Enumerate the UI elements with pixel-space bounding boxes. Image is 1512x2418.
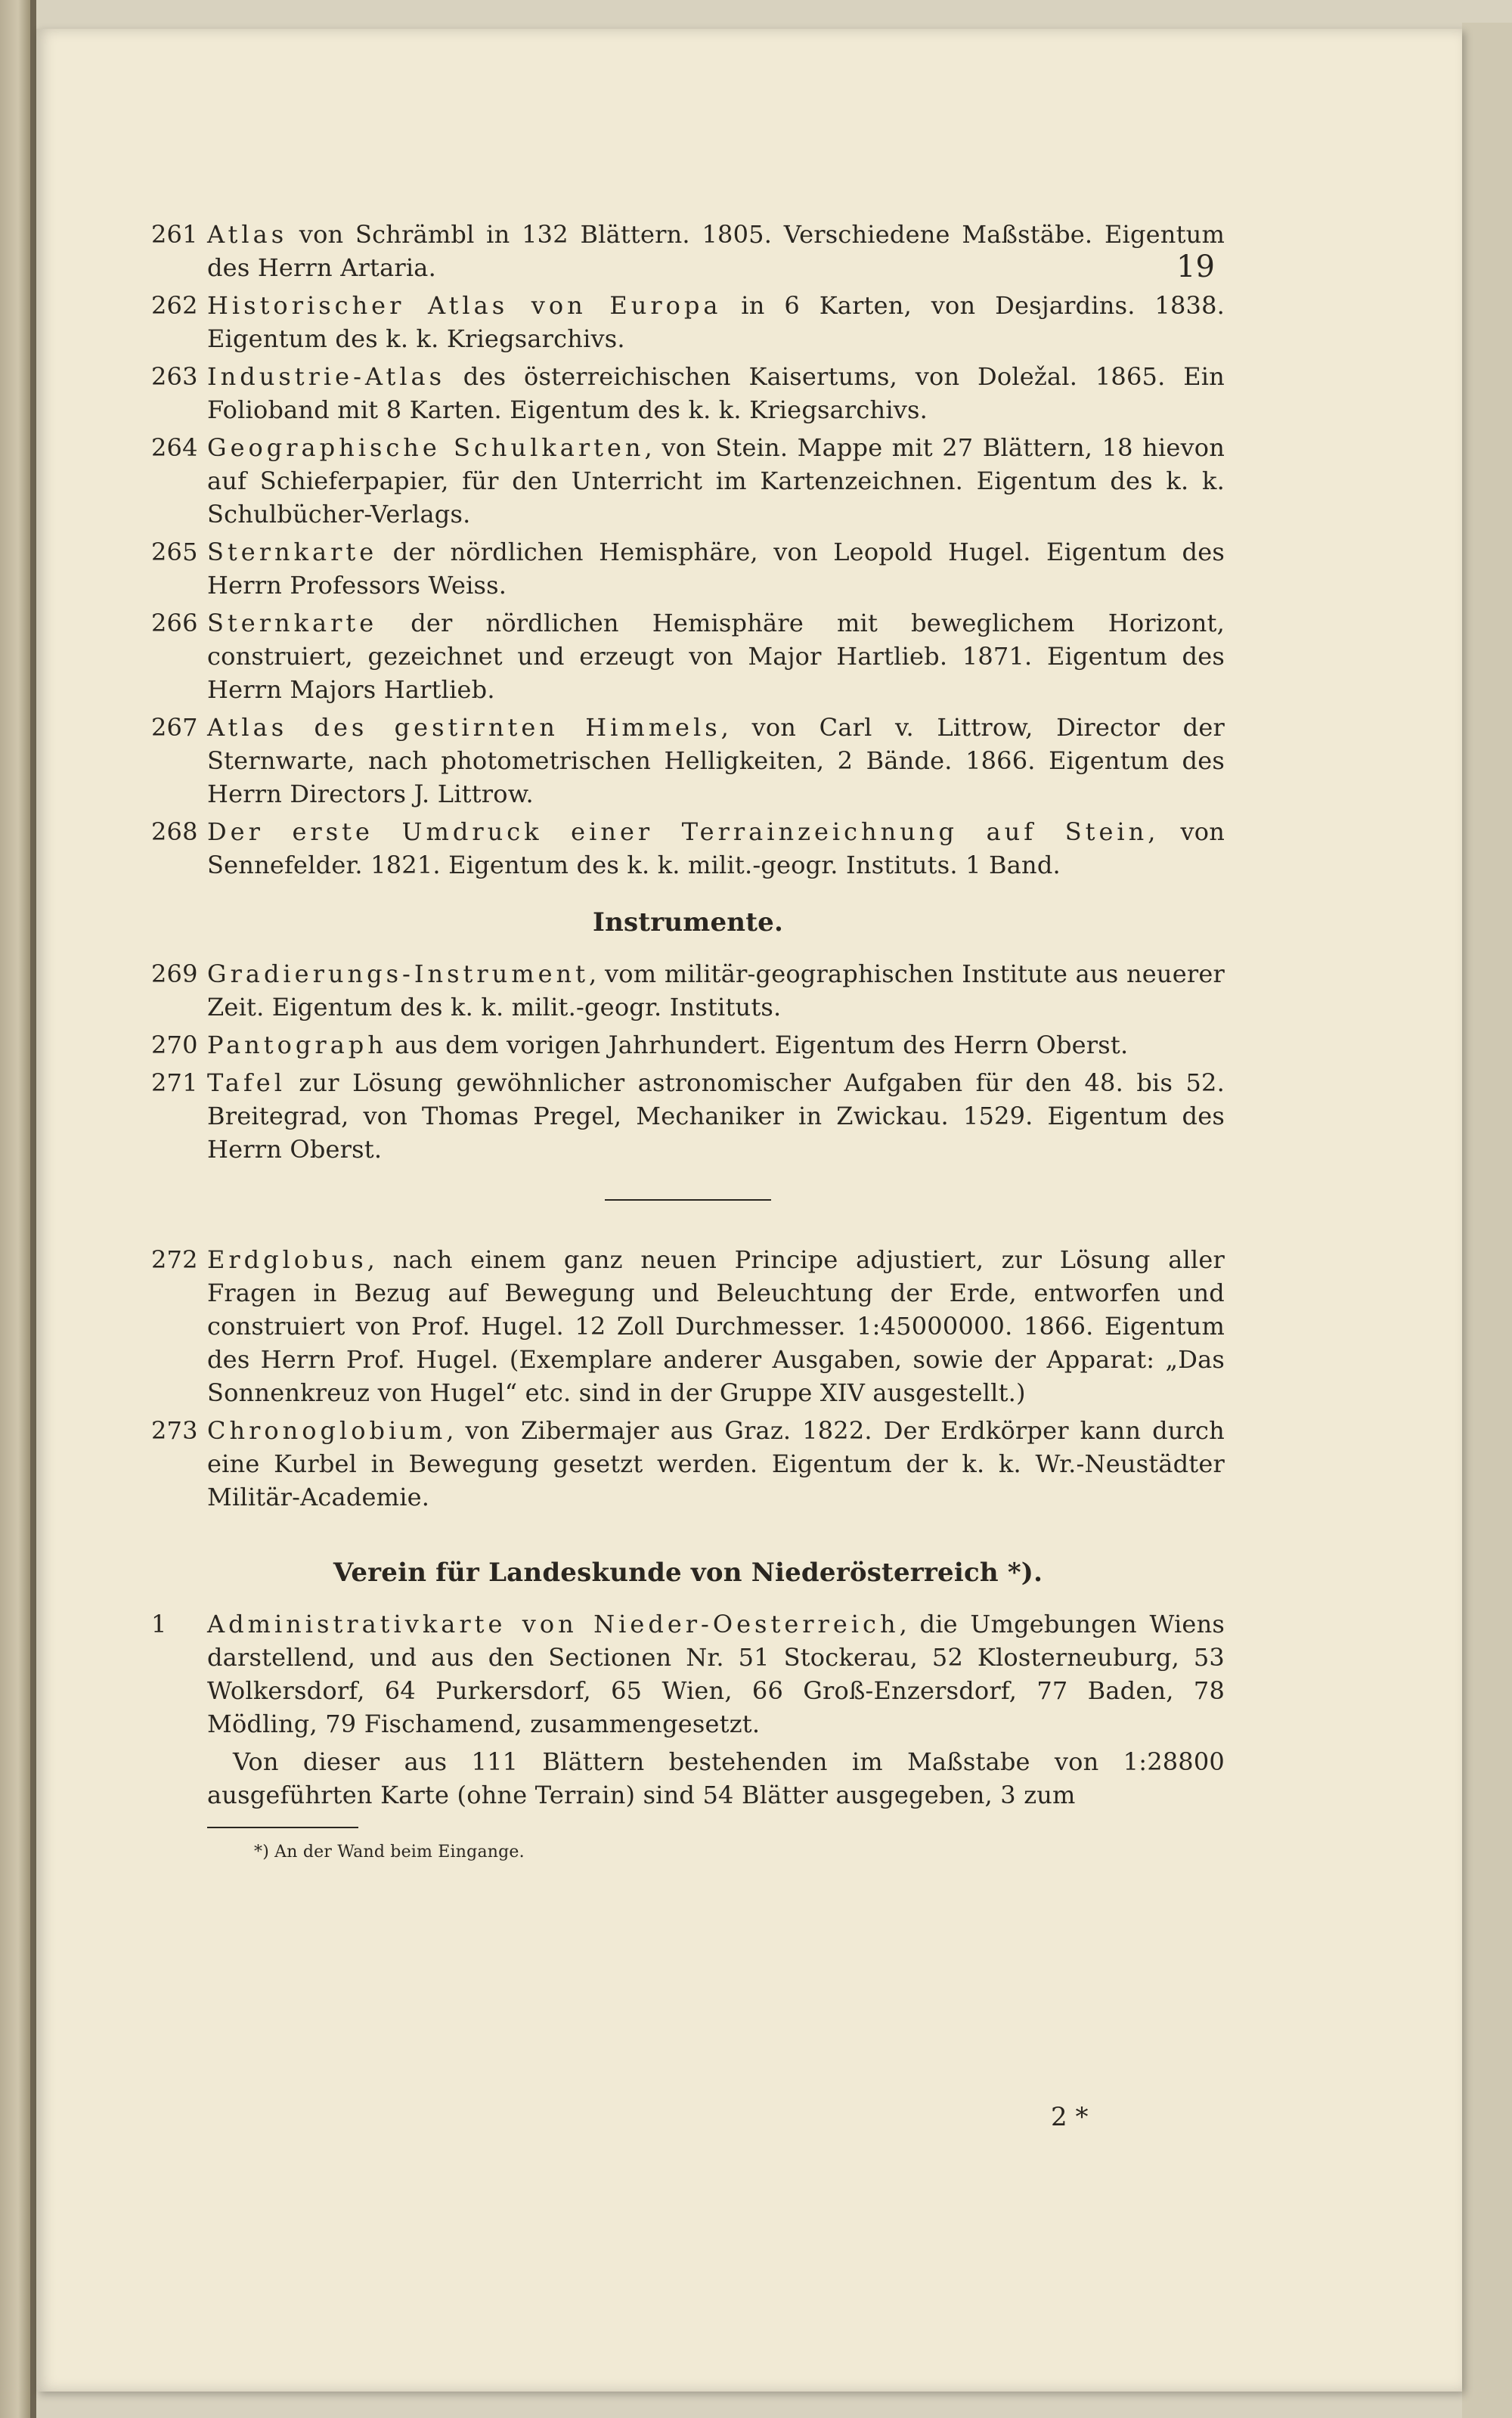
entry-number: 262 bbox=[151, 291, 198, 320]
section-divider bbox=[605, 1199, 771, 1201]
catalog-entry bbox=[151, 218, 1225, 284]
entry-title: Tafel bbox=[207, 1068, 286, 1097]
maps-entry-list bbox=[151, 218, 1225, 882]
page-content bbox=[151, 218, 1225, 1865]
signature-mark: 2 * bbox=[1051, 2102, 1089, 2132]
instruments-entry-list bbox=[151, 957, 1225, 1166]
entry-title: Der erste Umdruck einer Terrainzeichnung auf Stein bbox=[207, 817, 1148, 846]
entry-text: , von Stein. Mappe mit 27 Blättern, 18 hievon auf Schieferpapier, für den Unterricht im Kartenzeichnen. Eigentum des k. k. Schulbücher-Verlags. bbox=[207, 433, 1225, 529]
book-page bbox=[36, 29, 1462, 2392]
entry-title: Atlas des gestirnten Himmels bbox=[207, 713, 721, 742]
entry-title: Pantograph bbox=[207, 1031, 387, 1059]
catalog-entry bbox=[151, 1028, 1225, 1062]
entry-title: Administrativkarte von Nieder-Oesterreich bbox=[207, 1610, 900, 1638]
footnote: *) An der Wand beim Eingange. bbox=[254, 1843, 525, 1862]
entry-title: Historischer Atlas von Europa bbox=[207, 291, 722, 320]
continuation-paragraph: Von dieser aus 111 Blättern bestehenden im Maßstabe von 1:28800 ausgeführten Karte (ohne Terrain) sind 54 Blätter ausgegeben, 3 zum bbox=[207, 1747, 1225, 1809]
entry-text: in 6 Karten, von Desjardins. 1838. Eigentum des k. k. Kriegsarchivs. bbox=[207, 291, 1225, 353]
catalog-entry bbox=[151, 1414, 1225, 1514]
catalog-entry bbox=[151, 606, 1225, 706]
catalog-entry bbox=[151, 1066, 1225, 1166]
entry-number: 272 bbox=[151, 1245, 198, 1274]
catalog-entry bbox=[151, 360, 1225, 426]
entry-text: des österreichischen Kaisertums, von Doležal. 1865. Ein Folioband mit 8 Karten. Eigentum des k. k. Kriegsarchivs. bbox=[207, 362, 1225, 424]
entry-number: 268 bbox=[151, 817, 198, 846]
entry-number: 261 bbox=[151, 220, 198, 249]
entry-text: der nördlichen Hemisphäre mit beweglichem Horizont, construiert, gezeichnet und erzeugt von Major Hartlieb. 1871. Eigentum des Herrn Majors Hartlieb. bbox=[207, 609, 1225, 704]
next-page-edge bbox=[1462, 23, 1512, 2418]
section-title-verein: Verein für Landeskunde von Niederösterreich *). bbox=[333, 1558, 1043, 1588]
entry-text: zur Lösung gewöhnlicher astronomischer Aufgaben für den 48. bis 52. Breitegrad, von Thomas Pregel, Mechaniker in Zwickau. 1529. Eigentum des Herrn Oberst. bbox=[207, 1068, 1225, 1164]
entry-text: aus dem vorigen Jahrhundert. Eigentum des Herrn Oberst. bbox=[386, 1031, 1129, 1059]
entry-number: 273 bbox=[151, 1416, 198, 1445]
catalog-entry bbox=[151, 431, 1225, 531]
entry-text: , von Carl v. Littrow, Director der Sternwarte, nach photometrischen Helligkeiten, 2 Bände. 1866. Eigentum des Herrn Directors J. Littrow. bbox=[207, 713, 1225, 808]
entry-title: Atlas bbox=[207, 220, 288, 249]
entry-title: Industrie-Atlas bbox=[207, 362, 446, 391]
entry-number: 269 bbox=[151, 959, 198, 988]
entry-title: Gradierungs-Instrument bbox=[207, 959, 590, 988]
catalog-entry bbox=[151, 957, 1225, 1024]
entry-number: 265 bbox=[151, 538, 198, 566]
entry-title: Erdglobus bbox=[207, 1245, 367, 1274]
entry-text: , von Sennefelder. 1821. Eigentum des k. k. milit.-geogr. Instituts. 1 Band. bbox=[207, 817, 1225, 879]
entry-text: , vom militär-geographischen Institute aus neuerer Zeit. Eigentum des k. k. milit.-geogr. Instituts. bbox=[207, 959, 1225, 1021]
catalog-entry bbox=[151, 1607, 1225, 1741]
entry-title: Chronoglobium bbox=[207, 1416, 447, 1445]
book-gutter bbox=[30, 0, 36, 2418]
catalog-entry bbox=[151, 711, 1225, 811]
entry-title: Geographische Schulkarten bbox=[207, 433, 645, 462]
entry-number: 1 bbox=[151, 1610, 167, 1638]
entry-number: 267 bbox=[151, 713, 198, 742]
page-number: 19 bbox=[1176, 250, 1215, 284]
entry-number: 263 bbox=[151, 362, 198, 391]
entry-number: 264 bbox=[151, 433, 198, 462]
globes-entry-list bbox=[151, 1243, 1225, 1514]
section-title-instrumente: Instrumente. bbox=[592, 907, 783, 938]
entry-title: Sternkarte bbox=[207, 538, 378, 566]
entry-text: , nach einem ganz neuen Principe adjustiert, zur Lösung aller Fragen in Bezug auf Bewegung und Beleuchtung der Erde, entworfen und construiert von Prof. Hugel. 12 Zoll Durchmesser. 1:45000000. 1866. Eigentum des Herrn Prof. Hugel. (Exemplare anderer Ausgaben, sowie der Apparat: „Das Sonnenkreuz von Hugel“ etc. sind in der Gruppe XIV ausgestellt.) bbox=[207, 1245, 1225, 1407]
verein-entry-list bbox=[151, 1607, 1225, 1741]
catalog-entry bbox=[151, 535, 1225, 602]
entry-number: 266 bbox=[151, 609, 198, 637]
entry-text: , die Umgebungen Wiens darstellend, und aus den Sectionen Nr. 51 Stockerau, 52 Klosterneuburg, 53 Wolkersdorf, 64 Purkersdorf, 65 Wien, 66 Groß-Enzersdorf, 77 Baden, 78 Mödling, 79 Fischamend, zusammengesetzt. bbox=[207, 1610, 1225, 1738]
entry-text: , von Zibermajer aus Graz. 1822. Der Erdkörper kann durch eine Kurbel in Bewegung gesetzt werden. Eigentum der k. k. Wr.-Neustädter Militär-Academie. bbox=[207, 1416, 1225, 1511]
entry-text: von Schrämbl in 132 Blättern. 1805. Verschiedene Maßstäbe. Eigentum des Herrn Artaria. bbox=[207, 220, 1225, 282]
entry-title: Sternkarte bbox=[207, 609, 378, 637]
footnote-rule bbox=[207, 1827, 358, 1828]
entry-number: 271 bbox=[151, 1068, 198, 1097]
catalog-entry bbox=[151, 815, 1225, 882]
catalog-entry bbox=[151, 289, 1225, 355]
catalog-entry bbox=[151, 1243, 1225, 1409]
entry-text: der nördlichen Hemisphäre, von Leopold Hugel. Eigentum des Herrn Professors Weiss. bbox=[207, 538, 1225, 600]
entry-number: 270 bbox=[151, 1031, 198, 1059]
left-page-edge bbox=[0, 0, 30, 2418]
